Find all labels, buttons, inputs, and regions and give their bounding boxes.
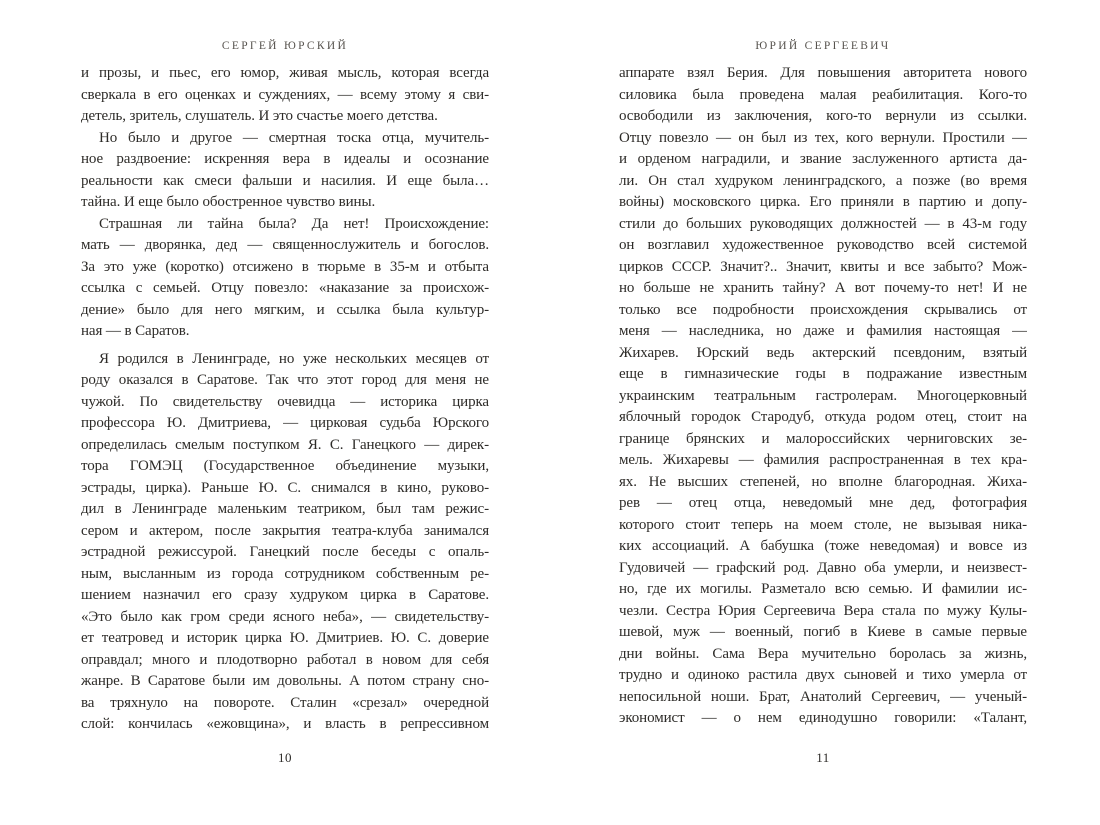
paragraph bbox=[81, 349, 489, 736]
text-line: эстрадной режиссурой. Ганецкий после беседы с опаль- bbox=[81, 544, 489, 560]
text-line: и прозы, и пьес, его юмор, живая мысль, которая всегда bbox=[81, 65, 489, 81]
text-line: войны) московского цирка. Его приняли в партию и допу- bbox=[619, 194, 1027, 210]
text-line: непосильной ноши. Брат, Анатолий Сергеевич, — ученый- bbox=[619, 688, 1027, 705]
text-line: чезли. Сестра Юрия Сергеевича Вера стала по мужу Кулы- bbox=[619, 602, 1027, 619]
text-line: За это уже (коротко) отсижено в тюрьме в 35-м и отбыта bbox=[81, 258, 489, 275]
text-column-left bbox=[81, 63, 489, 736]
text-line: тайна. И еще было обостренное чувство вины. bbox=[81, 194, 376, 210]
text-line: профессора Ю. Дмитриева, — цирковая судьба Юрского bbox=[81, 415, 489, 431]
paragraph bbox=[619, 63, 1027, 730]
text-line: дение» было для него мягким, и ссылка была культур- bbox=[81, 301, 489, 318]
text-line: освободили из заключения, кого-то вернули из ссылки. bbox=[619, 108, 1027, 124]
paragraph bbox=[81, 214, 489, 343]
text-line: жанре. В Саратове были им довольны. А потом страну сно- bbox=[81, 673, 489, 689]
text-line: только все подробности происхождения скрывались от bbox=[619, 301, 1027, 318]
page-number-right: 11 bbox=[816, 750, 830, 765]
text-line: Жихарев. Юрский ведь актерский псевдоним, взятый bbox=[619, 344, 1027, 361]
text-line: ным, высланным из города сотрудником собственным ре- bbox=[81, 565, 489, 582]
text-line: украинским театральным гастролерам. Многоцерковный bbox=[619, 387, 1027, 404]
paragraph bbox=[81, 63, 489, 128]
text-line: ях. Не высших степеней, но вполне благородная. Жиха- bbox=[619, 473, 1027, 490]
text-line: Я родился в Ленинграде, но уже нескольких месяцев от bbox=[99, 350, 489, 367]
text-line: стили до больших руководящих должностей — в 43-м году bbox=[619, 215, 1027, 232]
text-line: ли. Он стал худруком ленинградского, а позже (во время bbox=[619, 172, 1027, 189]
text-line: но, где их могилы. Разметало всю семью. И фамилии ис- bbox=[619, 581, 1027, 597]
paragraph bbox=[81, 128, 489, 214]
text-line: Но было и другое — смертная тоска отца, мучитель- bbox=[99, 129, 489, 146]
text-line: сверкала в его оценках и суждениях, — всему этому я сви- bbox=[81, 86, 489, 103]
text-line: трудно и одиноко растила двух сыновей и тихо умерла от bbox=[619, 667, 1027, 683]
text-line: яблочный городок Стародуб, откуда родом отец, стоит на bbox=[619, 409, 1027, 425]
text-line: определилась смелым поступком Я. С. Ганецкого — дирек- bbox=[81, 436, 489, 453]
text-line: чужой. По свидетельству очевидца — историка цирка bbox=[81, 393, 489, 410]
text-line: Гудовичей — графский род. Давно оба умерли, и неизвест- bbox=[619, 559, 1027, 576]
text-line: мель. Жихаревы — фамилия распространенная в тех кра- bbox=[619, 452, 1027, 468]
text-line: детель, зритель, слушатель. И это счастье моего детства. bbox=[81, 108, 438, 124]
text-line: он возглавил художественное руководство всей системой bbox=[619, 237, 1027, 253]
text-line: шевой, муж — военный, погиб в Киеве в самые первые bbox=[619, 624, 1027, 640]
text-line: Отцу повезло — он был из тех, кого вернули. Простили — bbox=[619, 129, 1027, 146]
page-right bbox=[550, 0, 1100, 825]
text-line: ное раздвоение: искренняя вера в идеалы и осознание bbox=[81, 151, 489, 167]
running-header-right: ЮРИЙ СЕРГЕЕВИЧ bbox=[755, 40, 891, 52]
running-header-left: СЕРГЕЙ ЮРСКИЙ bbox=[221, 40, 349, 52]
text-line: сером и актером, после закрытия театра-клуба занимался bbox=[81, 522, 489, 539]
text-line: эстрады, цирка). Раньше Ю. С. снимался в кино, руково- bbox=[81, 479, 489, 496]
text-line: еще в гимназические годы в подражание известным bbox=[619, 366, 1027, 382]
text-line: дил в Ленинграде маленьким театриком, был там режис- bbox=[81, 501, 489, 517]
text-line: ких ассоциаций. А бабушка (тоже неведомая) и вовсе из bbox=[619, 538, 1027, 554]
text-line: рев — отец отца, неведомый мне дед, фотография bbox=[619, 495, 1027, 511]
text-line: силовика была проведена малая реабилитация. Кого-то bbox=[619, 86, 1027, 103]
text-line: но больше не хранить тайну? А вот почему-то нет! И не bbox=[619, 280, 1027, 296]
text-line: «Это было как гром среди ясного неба», — свидетельству- bbox=[81, 608, 489, 625]
text-line: цирков СССР. Значит?.. Значит, квиты и все забыто? Мож- bbox=[619, 258, 1027, 275]
text-line: мать — дворянка, дед — священнослужитель и богослов. bbox=[81, 237, 489, 253]
text-line: границе брянских и малороссийских черниговских зе- bbox=[619, 430, 1027, 447]
text-line: оправдал; много и плодотворно работал в новом для себя bbox=[81, 651, 489, 668]
text-line: роду оказался в Саратове. Так что этот город для меня не bbox=[81, 372, 489, 388]
text-line: дни войны. Сама Вера мучительно боролась за жизнь, bbox=[619, 645, 1027, 662]
text-line: ет театровед и историк цирка Ю. Дмитриев. Ю. С. доверие bbox=[81, 630, 489, 646]
text-line: которого стоит теперь на моем столе, не вызывая ника- bbox=[619, 516, 1027, 533]
text-line: ва тряхнуло на повороте. Сталин «срезал» очередной bbox=[81, 694, 489, 711]
text-line: меня — наследника, но даже и фамилия настоящая — bbox=[619, 323, 1027, 339]
text-line: ная — в Саратов. bbox=[81, 323, 190, 339]
text-line: Страшная ли тайна была? Да нет! Происхождение: bbox=[99, 215, 489, 232]
text-line: реальности как смеси фальши и насилия. И еще была… bbox=[81, 172, 489, 189]
text-line: ссылка с семьей. Отцу повезло: «наказание за происхож- bbox=[81, 280, 489, 296]
text-line: аппарате взял Берия. Для повышения авторитета нового bbox=[619, 65, 1027, 81]
text-column-right bbox=[619, 63, 1027, 730]
text-line: тора ГОМЭЦ (Государственное объединение музыки, bbox=[81, 458, 489, 474]
text-line: шением назначил его сразу худруком цирка в Саратове. bbox=[81, 587, 489, 603]
text-line: и орденом наградили, и звание заслуженного артиста да- bbox=[619, 151, 1027, 167]
page-number-left: 10 bbox=[278, 750, 292, 765]
text-line: слой: кончилась «ежовщина», и власть в репрессивном bbox=[81, 716, 489, 732]
text-line: экономист — о нем единодушно говорили: «Талант, bbox=[619, 710, 1027, 726]
